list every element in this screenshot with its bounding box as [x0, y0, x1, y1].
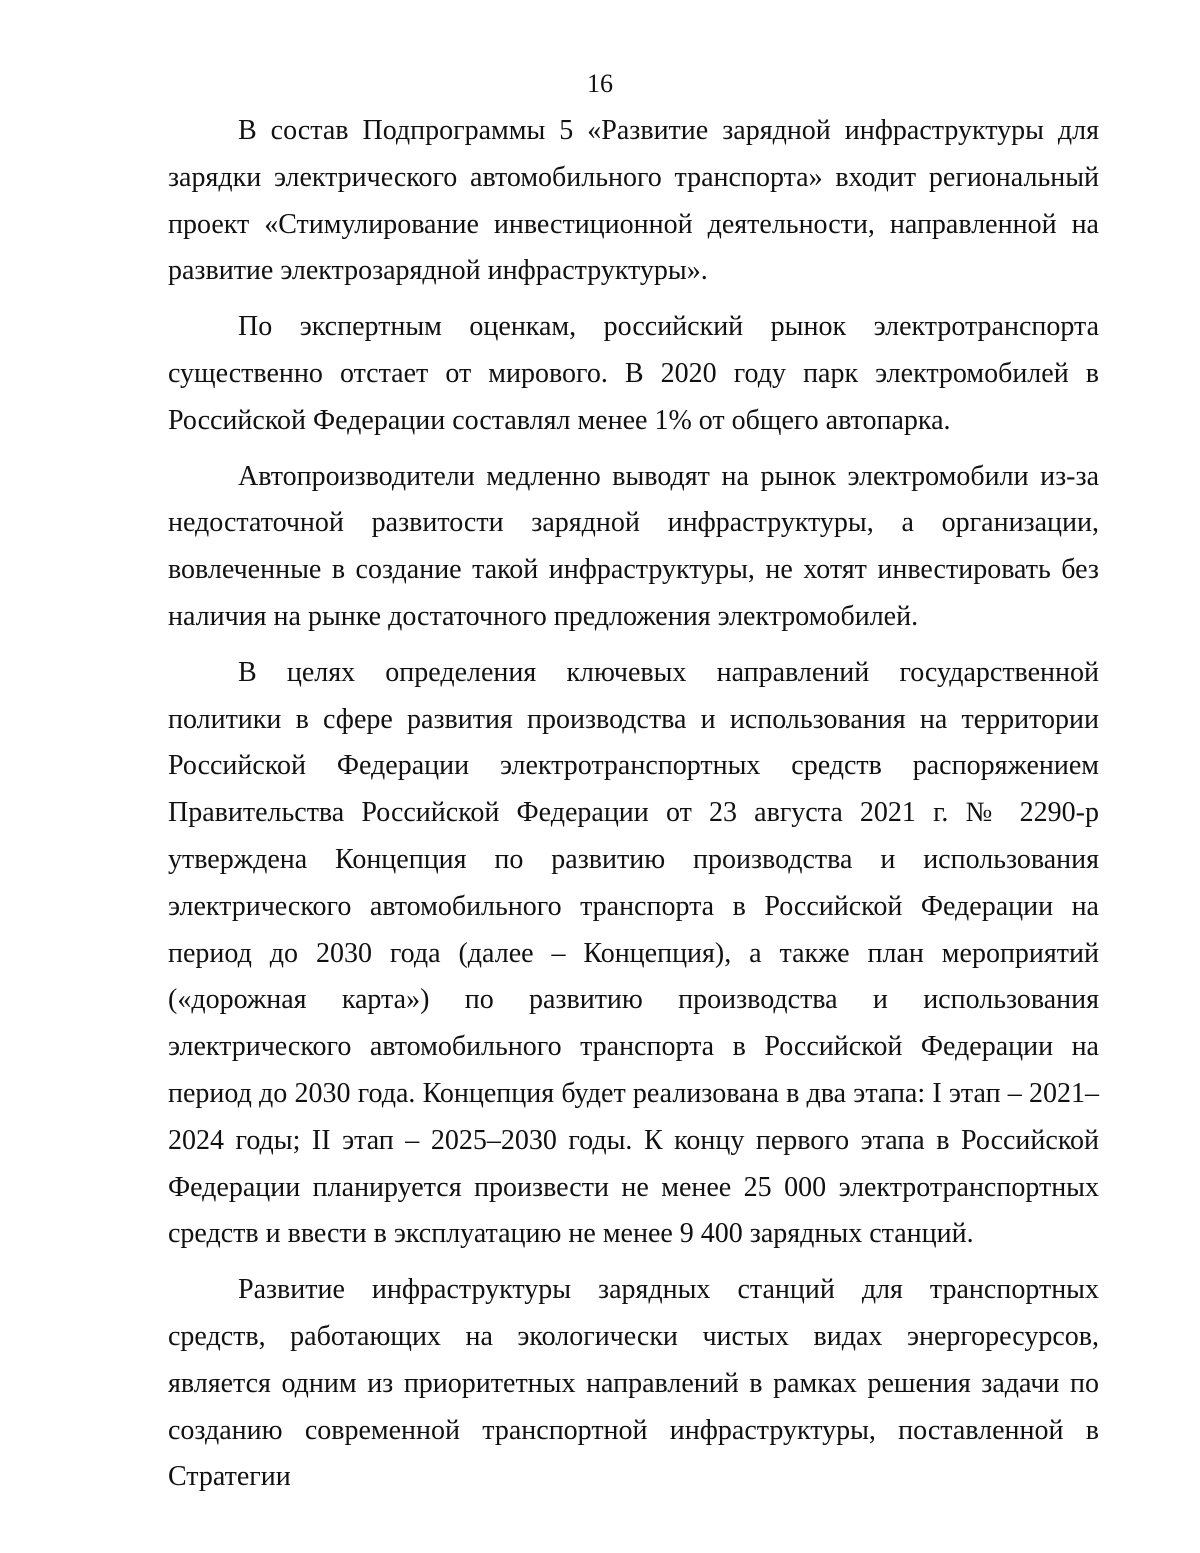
page-number: 16	[587, 69, 613, 98]
paragraph-automakers: Автопроизводители медленно выводят на рынок электромобили из-за недостаточной развитости зарядной инфраструктуры, а организации, вовлеченные в создание такой инфраструктуры, не хотят инвестировать без наличия на рынке достаточного предложения электромобилей.	[168, 460, 1099, 632]
paragraph-market-assessment: По экспертным оценкам, российский рынок электротранспорта существенно отстает от мирового. В 2020 году парк электромобилей в Российской Федерации составлял менее 1% от общего автопарка.	[168, 311, 1099, 436]
document-body	[168, 108, 1099, 1501]
paragraph-concept: В целях определения ключевых направлений государственной политики в сфере развития производства и использования на территории Российской Федерации электротранспортных средств распоряжением Правительства Российской Федерации от 23 августа 2021 г. № 2290-р утверждена Концепция по развитию производства и использования электрического автомобильного транспорта в Российской Федерации на период до 2030 года (далее – Концепция), а также план мероприятий («дорожная карта») по развитию производства и использования электрического автомобильного транспорта в Российской Федерации на период до 2030 года. Концепция будет реализована в два этапа: I этап – 2021–2024 годы; II этап – 2025–2030 годы. К концу первого этапа в Российской Федерации планируется произвести не менее 25 000 электротранспортных средств и ввести в эксплуатацию не менее 9 400 зарядных станций.	[168, 656, 1099, 1250]
paragraph-charging-infrastructure: Развитие инфраструктуры зарядных станций для транспортных средств, работающих на экологически чистых видах энергоресурсов, является одним из приоритетных направлений в рамках решения задачи по созданию современной транспортной инфраструктуры, поставленной в Стратегии	[168, 1274, 1099, 1493]
paragraph-subprogram-5: В состав Подпрограммы 5 «Развитие зарядной инфраструктуры для зарядки электрического автомобильного транспорта» входит региональный проект «Стимулирование инвестиционной деятельности, направленной на развитие электрозарядной инфраструктуры».	[168, 115, 1099, 287]
